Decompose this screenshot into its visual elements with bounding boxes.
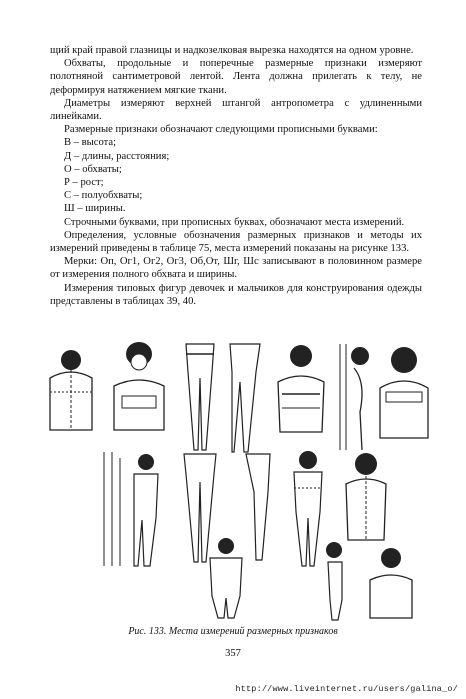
- body-text: [50, 44, 422, 308]
- watermark-url[interactable]: http://www.liveinternet.ru/users/galina_o/: [235, 684, 458, 694]
- list-item: Д – длины, расстояния;: [64, 150, 170, 162]
- list-item: С – полуобхваты;: [64, 190, 143, 202]
- measurement-figure: [40, 340, 430, 623]
- figure-front-torso: [108, 340, 170, 432]
- paragraph: Измерения типовых фигур девочек и мальчиков для конструирования одежды представлены в таблицах 39, 40.: [50, 282, 422, 307]
- paragraph: Диаметры измеряют верхней штангой антропометра с удлиненными линейками.: [50, 97, 422, 123]
- figure-caption: Рис. 133. Места измерений размерных признаков: [128, 626, 338, 637]
- paragraph: щий край правой глазницы и надкозелковая вырезка находятся на одном уровне.: [50, 45, 414, 56]
- paragraph: Обхваты, продольные и поперечные размерные признаки измеряют полотняной сантиметровой лентой. Лента должна прилегать к телу, не деформируя натяжением мягкие ткани.: [50, 58, 422, 96]
- figure-back-shoulders: [378, 344, 430, 440]
- page-number: 357: [225, 648, 241, 659]
- figure-boy-front: [204, 536, 248, 620]
- figure-boy-back: [366, 546, 416, 620]
- figure-girl-back: [340, 450, 390, 542]
- paragraph: Определения, условные обозначения размерных признаков и методы их измерений приведены в таблице 75, места измерений показаны на рисунке 133.: [50, 229, 422, 255]
- paragraph: Размерные признаки обозначают следующими прописными буквами:: [64, 124, 378, 136]
- figure-torso-lines: [272, 342, 330, 434]
- figure-back-view: [42, 344, 100, 432]
- list-item: О – обхваты;: [64, 163, 122, 175]
- list-item: В – высота;: [64, 137, 117, 149]
- figure-grid-measure: [100, 448, 172, 568]
- paragraph: Мерки: Оп, Ог1, Ог2, Ог3, Об,От, Шг, Шс записывают в половинном размере от измерения полного обхвата и ширины.: [50, 256, 422, 281]
- figure-profile-rulers: [336, 342, 376, 452]
- figure-legs: [226, 342, 264, 454]
- figure-legs: [180, 342, 220, 452]
- figure-boy-side: [314, 540, 354, 622]
- list-item: Ш – ширины.: [64, 203, 126, 215]
- list-item: Р – рост;: [64, 177, 104, 189]
- paragraph: Строчными буквами, при прописных буквах, обозначают места измерений.: [64, 216, 405, 228]
